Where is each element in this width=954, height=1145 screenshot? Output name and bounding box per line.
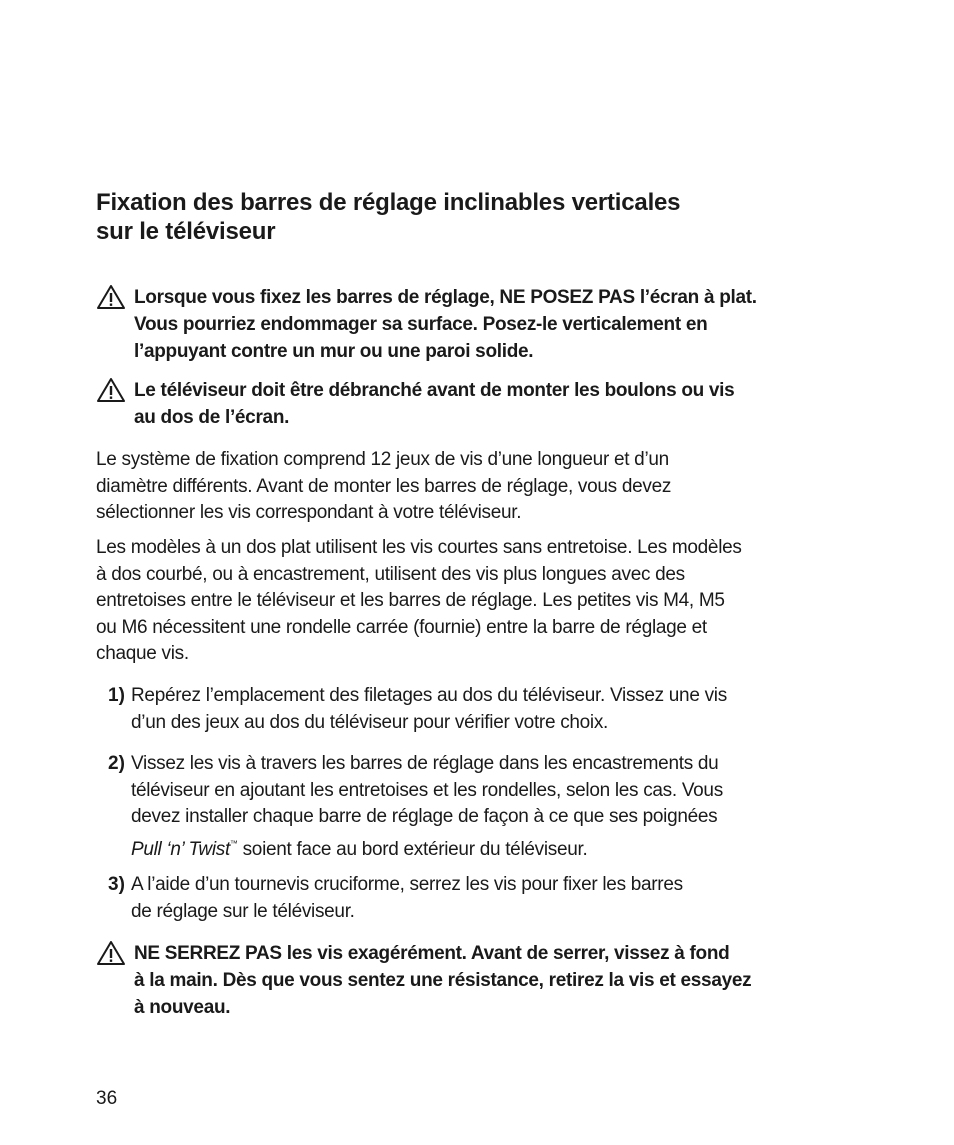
- step-text: [131, 872, 856, 925]
- warning-note: [96, 940, 866, 1021]
- step-line: Vissez les vis à travers les barres de réglage dans les encastrements du: [131, 753, 719, 774]
- body-paragraph: [96, 535, 866, 668]
- warning-line: l’appuyant contre un mur ou une paroi solide.: [134, 341, 534, 362]
- page-number: 36: [96, 1088, 118, 1109]
- warning-triangle-icon: [96, 377, 126, 403]
- heading-line: sur le téléviseur: [96, 218, 276, 245]
- paragraph-line: chaque vis.: [96, 643, 189, 664]
- heading-line: Fixation des barres de réglage inclinables verticales: [96, 189, 681, 216]
- warning-line: Lorsque vous fixez les barres de réglage, NE POSEZ PAS l’écran à plat.: [134, 287, 757, 308]
- warning-triangle-icon: [96, 284, 126, 310]
- step-text: [131, 751, 856, 863]
- paragraph-line: entretoises entre le téléviseur et les barres de réglage. Les petites vis M4, M5: [96, 590, 725, 611]
- step-number: 1): [108, 685, 125, 706]
- warning-note: [96, 284, 866, 365]
- warning-line: Vous pourriez endommager sa surface. Posez-le verticalement en: [134, 314, 708, 335]
- body-paragraph: [96, 447, 866, 527]
- numbered-step: [96, 683, 856, 736]
- step-line: Repérez l’emplacement des filetages au dos du téléviseur. Vissez une vis: [131, 685, 727, 706]
- step-line: de réglage sur le téléviseur.: [131, 900, 355, 922]
- paragraph-line: sélectionner les vis correspondant à votre téléviseur.: [96, 502, 522, 523]
- step-line: devez installer chaque barre de réglage de façon à ce que ses poignées: [131, 806, 718, 827]
- product-name: Pull ‘n’ Twist: [131, 838, 230, 860]
- paragraph-line: Le système de fixation comprend 12 jeux de vis d’une longueur et d’un: [96, 449, 669, 470]
- warning-line: au dos de l’écran.: [134, 407, 290, 428]
- warning-text: [134, 940, 866, 1021]
- warning-text: [134, 284, 866, 365]
- warning-triangle-icon: [96, 940, 126, 966]
- warning-line: à nouveau.: [134, 997, 231, 1018]
- paragraph-line: diamètre différents. Avant de monter les barres de réglage, vous devez: [96, 475, 672, 497]
- warning-text: [134, 377, 866, 431]
- numbered-step: [96, 751, 856, 863]
- step-number: 2): [108, 753, 125, 774]
- paragraph-line: à dos courbé, ou à encastrement, utilisent des vis plus longues avec des: [96, 563, 685, 585]
- step-text: [131, 683, 856, 736]
- trademark-symbol: ™: [229, 838, 238, 848]
- numbered-step: [96, 872, 856, 925]
- warning-line: Le téléviseur doit être débranché avant de monter les boulons ou vis: [134, 380, 735, 401]
- paragraph-line: ou M6 nécessitent une rondelle carrée (fournie) entre la barre de réglage et: [96, 616, 707, 638]
- step-line: téléviseur en ajoutant les entretoises et les rondelles, selon les cas. Vous: [131, 779, 723, 801]
- paragraph-line: Les modèles à un dos plat utilisent les vis courtes sans entretoise. Les modèles: [96, 537, 742, 558]
- step-line: A l’aide d’un tournevis cruciforme, serrez les vis pour fixer les barres: [131, 874, 683, 895]
- step-number: 3): [108, 874, 125, 895]
- warning-line: à la main. Dès que vous sentez une résistance, retirez la vis et essayez: [134, 970, 752, 991]
- step-line: d’un des jeux au dos du téléviseur pour vérifier votre choix.: [131, 711, 609, 733]
- warning-line: NE SERREZ PAS les vis exagérément. Avant de serrer, vissez à fond: [134, 943, 730, 964]
- step-line-tail: soient face au bord extérieur du téléviseur.: [237, 838, 588, 860]
- warning-note: [96, 377, 866, 431]
- section-heading: [96, 188, 680, 246]
